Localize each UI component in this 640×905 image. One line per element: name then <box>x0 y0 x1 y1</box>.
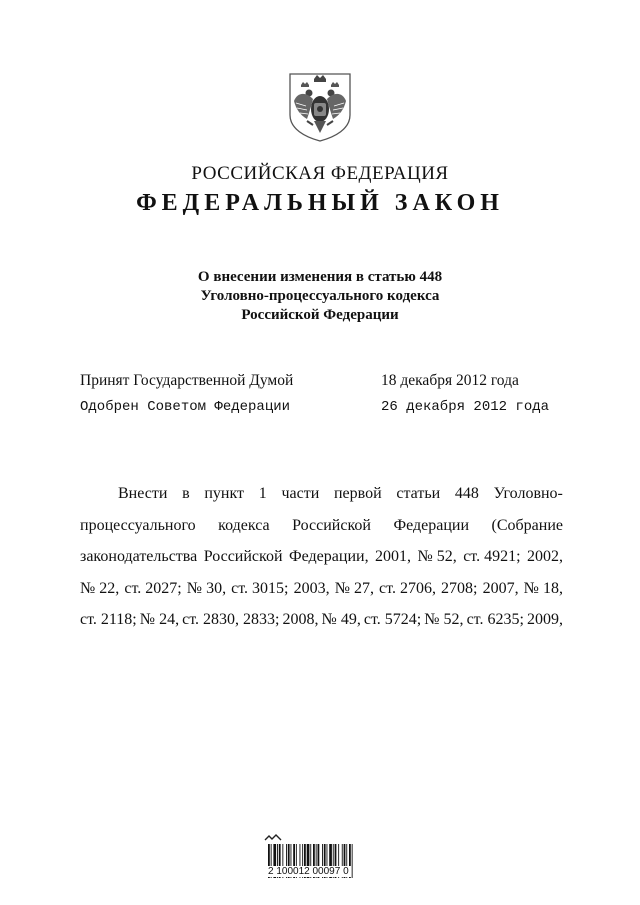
council-approval-label: Одобрен Советом Федерации <box>80 399 291 415</box>
body-word: 2007, <box>482 579 519 597</box>
body-word: кодекса <box>218 516 270 534</box>
body-line <box>80 478 563 510</box>
barcode-number: 2 100012 00097 0 <box>268 866 349 877</box>
body-word: ст. 6235; <box>466 611 524 628</box>
law-body-text <box>80 478 563 636</box>
body-word: 2009, <box>526 611 563 628</box>
body-word: 448 <box>454 485 479 502</box>
body-word: № 49, <box>321 611 361 628</box>
duma-adoption-label: Принят Государственной Думой <box>80 372 294 389</box>
law-title-line-3: Российской Федерации <box>241 307 399 323</box>
body-word: Уголовно- <box>493 485 563 502</box>
body-word: № 27, <box>334 579 374 597</box>
law-title-line-2: Уголовно-процессуального кодекса <box>200 288 440 304</box>
body-word: процессуального <box>80 516 196 534</box>
body-word: законодательства <box>80 548 198 565</box>
body-word: (Собрание <box>491 516 563 534</box>
body-word: 2008, <box>282 611 319 628</box>
body-word: 2001, <box>375 548 412 565</box>
body-word: 2003, <box>293 579 330 597</box>
duma-adoption-date: 18 декабря 2012 года <box>381 372 519 389</box>
body-line <box>80 541 563 573</box>
body-word: части <box>281 485 320 502</box>
body-word: 1 <box>258 485 267 502</box>
body-word: № 22, <box>80 579 120 597</box>
body-line <box>80 573 563 605</box>
body-word: 2708; <box>441 579 478 597</box>
body-word: 2002, <box>526 548 563 565</box>
barcode-icon <box>258 832 358 886</box>
body-word: ст. 2706, <box>379 579 436 597</box>
body-word: № 30, <box>186 579 227 597</box>
body-word: ст. 2118; <box>80 611 137 628</box>
body-word: Российской <box>292 516 371 534</box>
body-word: ст. 2830, 2833; <box>182 611 280 628</box>
body-word: № 24, <box>139 611 180 628</box>
body-line <box>80 510 563 542</box>
body-word: Федерации, <box>289 548 369 565</box>
council-approval-date: 26 декабря 2012 года <box>381 399 550 415</box>
body-line <box>80 604 563 636</box>
body-word: ст. 2027; <box>124 579 182 597</box>
country-heading: РОССИЙСКАЯ ФЕДЕРАЦИЯ <box>191 163 449 184</box>
body-word: № 18, <box>523 579 563 597</box>
body-word: Федерации <box>393 516 470 534</box>
law-title-line-1: О внесении изменения в статью 448 <box>197 269 443 285</box>
coat-of-arms-icon <box>287 71 353 143</box>
law-title <box>0 268 640 325</box>
body-word: № 52, <box>424 611 464 628</box>
body-word: ст. 4921; <box>463 548 521 565</box>
body-word: ст. 3015; <box>231 579 289 597</box>
body-word: Российской <box>203 548 283 565</box>
law-type-heading: ФЕДЕРАЛЬНЫЙ ЗАКОН <box>136 190 504 216</box>
body-word: № 52, <box>417 548 457 565</box>
body-word: пункт <box>204 485 245 502</box>
body-word: ст. 5724; <box>363 611 422 628</box>
body-word: Внести <box>118 485 168 502</box>
body-word: статьи <box>396 485 441 502</box>
barcode-bar <box>352 844 353 878</box>
body-word: первой <box>333 485 382 502</box>
body-word: в <box>182 485 190 502</box>
